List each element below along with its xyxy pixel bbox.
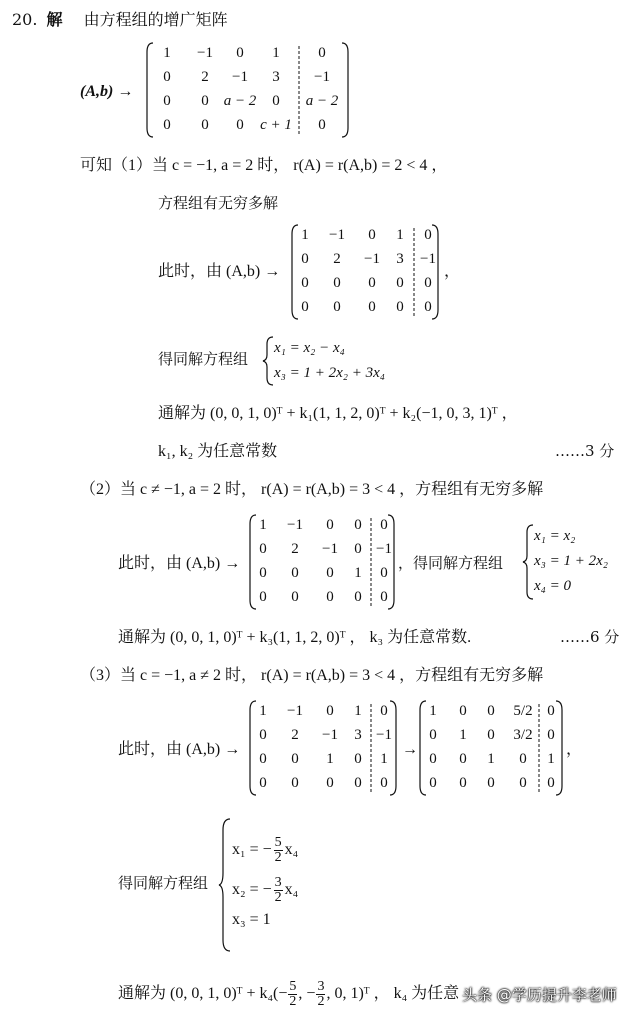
matrix-cell: 0 [163, 69, 171, 85]
matrix-cell: 2 [201, 69, 209, 85]
intro-text: 由方程组的增广矩阵 [83, 10, 228, 29]
case3-general: 通解为 (0, 0, 1, 0)ᵀ + k₄(− $\frac{5}{2}$ , − $\frac{3}{2}$ , 0, 1)ᵀ ， k₄ 为任意 [118, 979, 460, 1009]
matrix-cell: 0 [291, 589, 299, 605]
matrix-cell: 0 [547, 703, 555, 719]
matrix-cell: 0 [519, 751, 527, 767]
matrix-cell: 1 [354, 565, 362, 581]
matrix-cell: 0 [429, 727, 437, 743]
case1-infinite: 方程组有无穷多解 [158, 194, 279, 212]
matrix-cell: 3 [396, 251, 404, 267]
matrix-cell: 0 [459, 775, 467, 791]
matrix-cell: 0 [201, 117, 209, 133]
system-equation: x₄ = 0 [534, 578, 571, 595]
case1-system [262, 336, 392, 386]
matrix-cell: 0 [326, 775, 334, 791]
matrix-cell: 3/2 [513, 727, 533, 743]
matrix-cell: 0 [301, 251, 309, 267]
matrix-cell: 0 [547, 727, 555, 743]
ab-label: (A,b) → [80, 83, 134, 100]
matrix-cell: 0 [326, 565, 334, 581]
case3-matrix-b [418, 700, 564, 796]
matrix-cell: 0 [201, 93, 209, 109]
case3-at-this: 此时，由 (A,b) → [118, 741, 241, 758]
matrix-cell: 0 [487, 727, 495, 743]
matrix-cell: 0 [272, 93, 280, 109]
case1-score: ……3 分 [555, 442, 615, 460]
matrix-cell: 0 [326, 517, 334, 533]
matrix-cell: −1 [376, 727, 392, 743]
matrix-cell: −1 [376, 541, 392, 557]
case3-brace [218, 818, 232, 952]
matrix-cell: 1 [259, 517, 267, 533]
case1-general: 通解为 (0, 0, 1, 0)ᵀ + k₁(1, 1, 2, 0)ᵀ + k₂(−1, 0, 3, 1)ᵀ ， [158, 405, 518, 422]
case1-at-this: 此时，由 (A,b) → [158, 263, 281, 280]
matrix-cell: 0 [368, 227, 376, 243]
matrix-cell: 0 [424, 227, 432, 243]
matrix-cell: 0 [318, 45, 326, 61]
system-brace [262, 336, 274, 386]
matrix-cell: 0 [380, 517, 388, 533]
matrix-cell: 0 [259, 565, 267, 581]
matrix-cell: a − 2 [305, 93, 339, 109]
matrix-cell: 0 [380, 565, 388, 581]
matrix-cell: 1 [354, 703, 362, 719]
case3-eq3: x₃ = 1 [232, 911, 271, 928]
matrix-cell: 0 [326, 589, 334, 605]
augmented-matrix [145, 42, 350, 138]
matrix-cell: 0 [333, 275, 341, 291]
matrix-cell: −1 [287, 703, 303, 719]
matrix-cell: 0 [396, 299, 404, 315]
matrix-cell: 0 [354, 751, 362, 767]
case2-at-this: 此时，由 (A,b) → [118, 555, 241, 572]
matrix-cell: 1 [487, 751, 495, 767]
system-equation: x₃ = 1 + 2x₂ + 3x₄ [274, 364, 385, 381]
case3-eq2: x₂ = − $\frac{3}{2}$ x₄ [232, 875, 299, 905]
case3-equiv-label: 得同解方程组 [118, 874, 209, 892]
case2-score: ……6 分 [560, 628, 620, 646]
matrix-cell: 1 [380, 751, 388, 767]
matrix-cell: 0 [354, 775, 362, 791]
solution-label: 解 [46, 10, 63, 29]
matrix-cell: 0 [236, 117, 244, 133]
matrix-cell: 2 [291, 727, 299, 743]
case1-const: k₁, k₂ 为任意常数 [158, 443, 278, 460]
matrix-cell: −1 [314, 69, 330, 85]
matrix-cell: 0 [459, 751, 467, 767]
matrix-cell: a − 2 [223, 93, 257, 109]
case1-matrix [290, 224, 440, 320]
matrix-cell: 0 [301, 299, 309, 315]
matrix-cell: −1 [322, 727, 338, 743]
case2-system [522, 524, 640, 600]
matrix-cell: c + 1 [260, 117, 292, 133]
matrix-cell: 0 [333, 299, 341, 315]
matrix-cell: −1 [364, 251, 380, 267]
matrix-cell: 0 [354, 541, 362, 557]
matrix-cell: 0 [326, 703, 334, 719]
system-brace [522, 524, 534, 600]
matrix-cell: 0 [424, 299, 432, 315]
matrix-cell: 1 [259, 703, 267, 719]
matrix-cell: 0 [380, 703, 388, 719]
problem-number: 20. [12, 10, 38, 29]
matrix-cell: 1 [396, 227, 404, 243]
matrix-cell: 3 [272, 69, 280, 85]
matrix-cell: 0 [396, 275, 404, 291]
case2-general: 通解为 (0, 0, 1, 0)ᵀ + k₃(1, 1, 2, 0)ᵀ ， k₃ 为任意常数. [118, 629, 472, 646]
matrix-cell: 1 [429, 703, 437, 719]
matrix-cell: 0 [519, 775, 527, 791]
matrix-cell: 1 [272, 45, 280, 61]
case3-arrow: → [402, 741, 418, 758]
case3-eq1: x₁ = − $\frac{5}{2}$ x₄ [232, 835, 299, 865]
matrix-cell: 0 [163, 117, 171, 133]
matrix-cell: 0 [368, 299, 376, 315]
matrix-cell: 1 [163, 45, 171, 61]
matrix-cell: 0 [547, 775, 555, 791]
matrix-cell: 0 [291, 751, 299, 767]
matrix-cell: 0 [459, 703, 467, 719]
matrix-cell: 0 [259, 727, 267, 743]
matrix-cell: −1 [322, 541, 338, 557]
matrix-cell: 0 [424, 275, 432, 291]
system-equation: x₁ = x₂ [534, 527, 576, 544]
matrix-cell: 1 [547, 751, 555, 767]
matrix-cell: 0 [259, 775, 267, 791]
case2-matrix [248, 514, 396, 610]
matrix-cell: −1 [287, 517, 303, 533]
case3-comma: ， [566, 741, 583, 758]
matrix-cell: 0 [429, 775, 437, 791]
watermark: 头条 @学历提升李老师 [462, 986, 617, 1004]
matrix-cell: 0 [291, 565, 299, 581]
matrix-cell: −1 [232, 69, 248, 85]
matrix-cell: −1 [197, 45, 213, 61]
matrix-cell: 1 [301, 227, 309, 243]
matrix-cell: 2 [333, 251, 341, 267]
matrix-cell: 0 [301, 275, 309, 291]
matrix-cell: 2 [291, 541, 299, 557]
matrix-cell: 0 [429, 751, 437, 767]
matrix-cell: 1 [326, 751, 334, 767]
matrix-cell: −1 [420, 251, 436, 267]
system-equation: x₁ = x₂ − x₄ [274, 339, 345, 356]
matrix-cell: 0 [259, 751, 267, 767]
matrix-cell: 5/2 [513, 703, 533, 719]
case3-condition: （3）当 c = −1, a ≠ 2 时， r(A) = r(A,b) = 3 < 4 ，方程组有无穷多解 [80, 667, 544, 684]
matrix-cell: 0 [259, 541, 267, 557]
case1-equiv-label: 得同解方程组 [158, 350, 249, 368]
matrix-cell: 0 [259, 589, 267, 605]
matrix-cell: 0 [368, 275, 376, 291]
matrix-cell: 1 [459, 727, 467, 743]
matrix-cell: 3 [354, 727, 362, 743]
matrix-cell: 0 [163, 93, 171, 109]
matrix-cell: 0 [354, 517, 362, 533]
case2-condition: （2）当 c ≠ −1, a = 2 时， r(A) = r(A,b) = 3 < 4 ，方程组有无穷多解 [80, 481, 544, 498]
matrix-cell: 0 [318, 117, 326, 133]
matrix-cell: 0 [380, 775, 388, 791]
matrix-cell: 0 [236, 45, 244, 61]
matrix-cell: 0 [291, 775, 299, 791]
case1-comma: ， [444, 263, 461, 280]
case2-equiv-label: ，得同解方程组 [398, 554, 504, 572]
system-equation: x₃ = 1 + 2x₂ [534, 553, 608, 569]
matrix-cell: −1 [329, 227, 345, 243]
matrix-cell: 0 [354, 589, 362, 605]
case1-condition: 可知（1）当 c = −1, a = 2 时， r(A) = r(A,b) = 2 < 4 ， [80, 157, 448, 174]
case3-matrix-a [248, 700, 398, 796]
matrix-cell: 0 [487, 703, 495, 719]
matrix-cell: 0 [487, 775, 495, 791]
matrix-cell: 0 [380, 589, 388, 605]
